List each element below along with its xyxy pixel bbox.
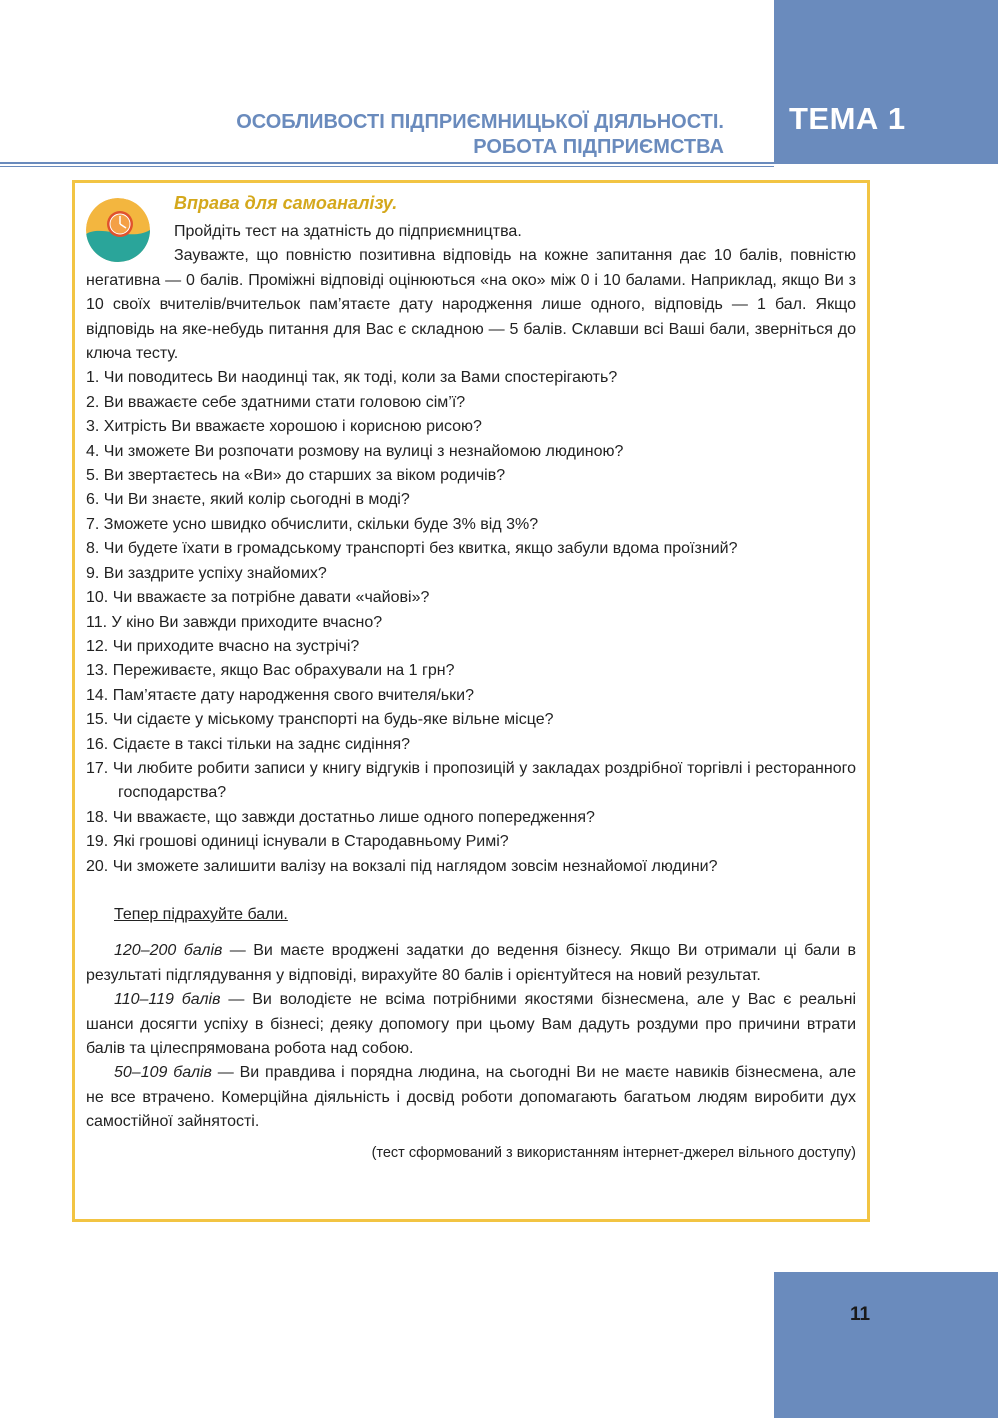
list-item: 3. Хитрість Ви вважаєте хорошою і корисною рисою? <box>86 418 482 436</box>
count-heading: Тепер підрахуйте бали. <box>114 905 288 923</box>
result-item <box>86 939 856 988</box>
exercise-title: Вправа для самоаналізу. <box>174 193 398 213</box>
header-rule <box>0 162 998 164</box>
result-item <box>86 1061 856 1134</box>
list-item: 7. Зможете усно швидко обчислити, скільки буде 3% від 3%? <box>86 515 539 533</box>
result-item <box>86 988 856 1061</box>
list-item: 14. Пам’ятаєте дату народження свого вчителя/ьки? <box>86 686 474 704</box>
list-item: 17. Чи любите робити записи у книгу відгуків і пропозицій у закладах роздрібної торгівлі і ресторанного господарства? <box>86 759 856 802</box>
exercise-note: Зауважте, що повністю позитивна відповідь на кожне запитання дає 10 балів, повністю негативна — 0 балів. Проміжні відповіді оцінюються «на око» між 0 і 10 балами. Наприклад, якщо Ви з 10 своїх вчителів/вчительок пам’ятаєте дату народження лише одного, відповідь — 1 бал. Якщо відповідь на яке-небудь питання для Вас є складною — 5 балів. Склавши всі Ваші бали, зверніться до ключа тесту. <box>86 247 856 363</box>
list-item: 5. Ви звертаєтесь на «Ви» до старших за віком родичів? <box>86 467 506 485</box>
header-rule-thin <box>0 166 774 167</box>
result-range: 110–119 балів <box>114 991 221 1009</box>
list-item: 6. Чи Ви знаєте, який колір сьогодні в моді? <box>86 491 410 509</box>
tema-label: ТЕМА 1 <box>789 101 906 136</box>
list-item: 2. Ви вважаєте себе здатними стати головою сім’ї? <box>86 393 466 411</box>
results-section <box>86 903 856 1165</box>
result-range: 120–200 балів <box>114 942 223 960</box>
exercise-intro: Пройдіть тест на здатність до підприємництва. <box>174 223 522 240</box>
page-title-line1: ОСОБЛИВОСТІ ПІДПРИЄМНИЦЬКОЇ ДІЯЛЬНОСТІ. <box>236 111 724 133</box>
list-item: 4. Чи зможете Ви розпочати розмову на вулиці з незнайомою людиною? <box>86 442 624 460</box>
page-title <box>236 110 724 160</box>
list-item: 20. Чи зможете залишити валізу на вокзалі під наглядом зовсім незнайомої людини? <box>86 857 718 875</box>
page-number: 11 <box>850 1304 871 1325</box>
list-item: 11. У кіно Ви завжди приходите вчасно? <box>86 613 383 631</box>
list-item: 13. Переживаєте, якщо Вас обрахували на 1 грн? <box>86 662 455 680</box>
page-title-line2: РОБОТА ПІДПРИЄМСТВА <box>473 136 724 158</box>
exercise-content <box>86 190 856 1180</box>
list-item: 19. Які грошові одиниці існували в Стародавньому Римі? <box>86 833 509 851</box>
list-item: 9. Ви заздрите успіху знайомих? <box>86 564 327 582</box>
list-item: 18. Чи вважаєте, що завжди достатньо лише одного попередження? <box>86 808 595 826</box>
result-text: — Ви володієте не всіма потрібними якостями бізнесмена, але у Вас є реальні шанси досягти успіху в бізнесі; деяку допомогу при цьому Вам дадуть роздуми про причини втрати балів та цілеспрямована робота над собою. <box>86 991 856 1057</box>
tema-banner <box>774 0 998 162</box>
list-item: 10. Чи вважаєте за потрібне давати «чайові»? <box>86 589 430 607</box>
question-list <box>86 366 856 879</box>
list-item: 16. Сідаєте в таксі тільки на заднє сидіння? <box>86 735 411 753</box>
list-item: 1. Чи поводитесь Ви наодинці так, як тоді, коли за Вами спостерігають? <box>86 369 618 387</box>
list-item: 15. Чи сідаєте у міському транспорті на будь-яке вільне місце? <box>86 711 554 729</box>
page-number-block <box>774 1272 998 1418</box>
result-range: 50–109 балів <box>114 1064 212 1082</box>
list-item: 12. Чи приходите вчасно на зустрічі? <box>86 637 360 655</box>
result-text: — Ви правдива і порядна людина, на сьогодні Ви не маєте навиків бізнесмена, але не все втрачено. Комерційна діяльність і досвід роботи допомагають багатьом людям виробити дух самостійної зайнятості. <box>86 1064 857 1131</box>
source-note: (тест сформований з використанням інтернет-джерел вільного доступу) <box>371 1144 856 1161</box>
result-text: — Ви маєте вроджені задатки до ведення бізнесу. Якщо Ви отримали ці бали в результаті підглядування у відповіді, вирахуйте 80 балів і орієнтуйтеся на новий результат. <box>86 942 856 984</box>
list-item: 8. Чи будете їхати в громадському транспорті без квитка, якщо забули вдома проїзний? <box>86 540 738 558</box>
